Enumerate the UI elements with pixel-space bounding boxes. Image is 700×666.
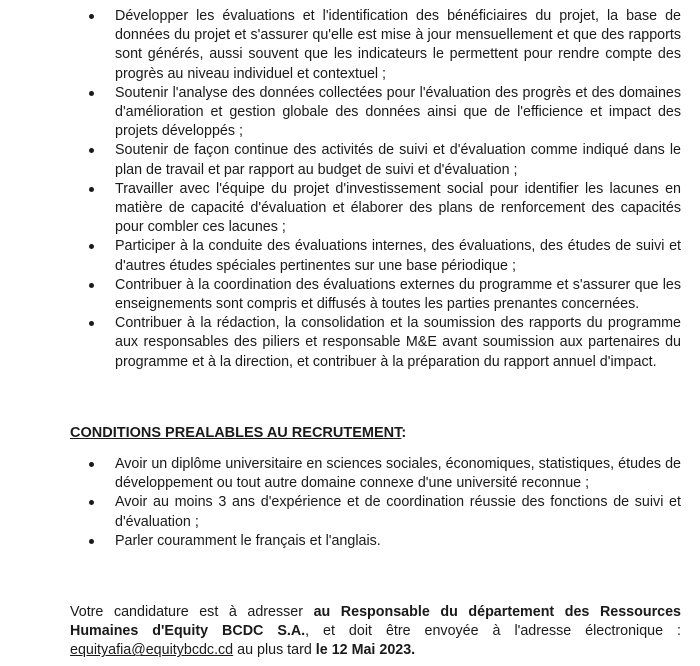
list-item: Contribuer à la rédaction, la consolidation et la soumission des rapports du programme aux responsables des piliers et responsable M&E avant soumission aux partenaires du programme et à la direction, et contribuer à la préparation du rapport annuel d'impact. xyxy=(115,314,681,372)
recipient: au Responsable du département des Ressources Humaines d'Equity BCDC S.A. xyxy=(70,604,682,640)
bullet-icon xyxy=(89,91,94,96)
conditions-list xyxy=(115,455,681,551)
list-item: Travailler avec l'équipe du projet d'investissement social pour identifier les lacunes en matière de capacité d'évaluation et élaborer des plans de renforcement des capacités pour combler ces lacunes ; xyxy=(115,180,681,238)
bullet-icon xyxy=(89,148,94,153)
list-item: Avoir au moins 3 ans d'expérience et de coordination réussie des fonctions de suivi et d'évaluation ; xyxy=(115,493,681,531)
conditions-heading: CONDITIONS PREALABLES AU RECRUTEMENT: xyxy=(70,425,407,441)
list-item: Parler couramment le français et l'anglais. xyxy=(115,532,681,551)
bullet-icon xyxy=(89,321,94,326)
list-item: Soutenir de façon continue des activités de suivi et d'évaluation comme indiqué dans le plan de travail et par rapport au budget de suivi et d'évaluation ; xyxy=(115,141,681,179)
email-link[interactable]: equityafia@equitybcdc.cd xyxy=(70,642,234,659)
list-item: Contribuer à la coordination des évaluations externes du programme et s'assurer que les enseignements sont compris et diffusés à toutes les parties prenantes concernées. xyxy=(115,276,681,314)
list-item: Participer à la conduite des évaluations internes, des évaluations, des études de suivi et d'autres études spéciales pertinentes sur une base périodique ; xyxy=(115,237,681,275)
application-instructions: Votre candidature est à adresser au Responsable du département des Ressources Humaines d'Equity BCDC S.A., et doit être envoyée à l'adresse électronique : equityafia@equitybcdc.cd au plus tard le 12 Mai 2023. xyxy=(70,604,682,659)
bullet-icon xyxy=(89,14,94,19)
list-item: Développer les évaluations et l'identification des bénéficiaires du projet, la base de données du projet et s'assurer qu'elle est mise à jour mensuellement et que des rapports sont générés, aussi souvent que les indicateurs le permettent pour rendre compte des progrès au niveau individuel et contextuel ; xyxy=(115,7,681,84)
responsibilities-list xyxy=(115,7,681,372)
bullet-icon xyxy=(89,462,94,467)
bullet-icon xyxy=(89,187,94,192)
list-item: Soutenir l'analyse des données collectées pour l'évaluation des progrès et des domaines d'amélioration et gestion globale des données ainsi que de l'efficience et impact des projets développés ; xyxy=(115,84,681,142)
bullet-icon xyxy=(89,500,94,505)
deadline: le 12 Mai 2023. xyxy=(315,642,416,659)
bullet-icon xyxy=(89,283,94,288)
bullet-icon xyxy=(89,539,94,544)
bullet-icon xyxy=(89,244,94,249)
list-item: Avoir un diplôme universitaire en sciences sociales, économiques, statistiques, études de développement ou tout autre domaine connexe d'une université reconnue ; xyxy=(115,455,681,493)
